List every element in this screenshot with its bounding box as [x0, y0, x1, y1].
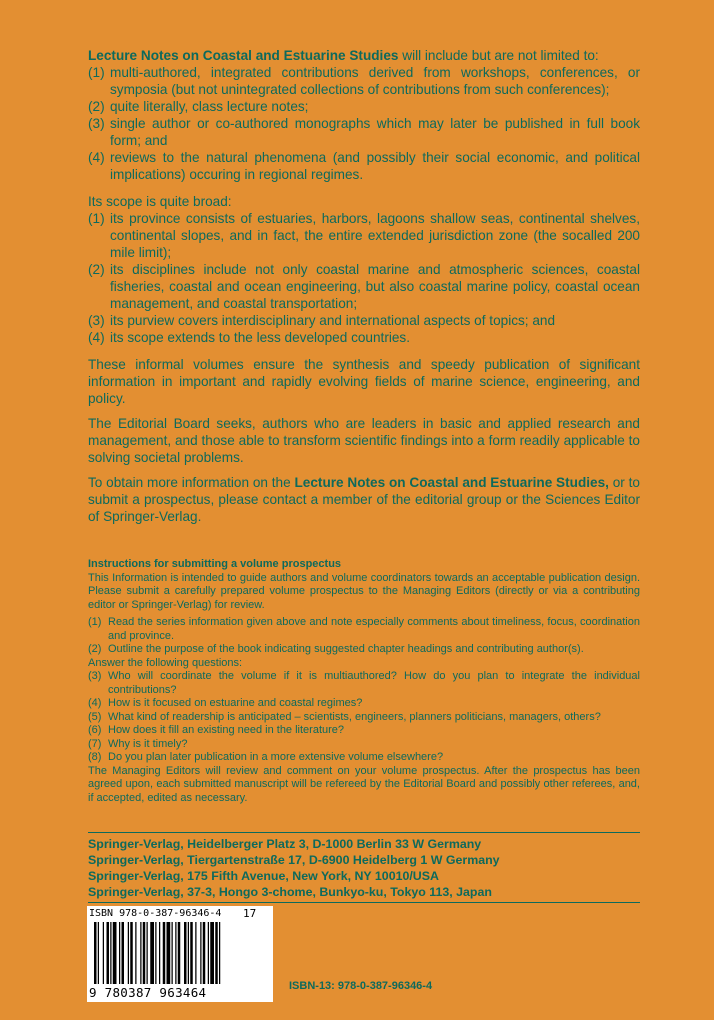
instructions-title: Instructions for submitting a volume prospectus	[88, 558, 342, 570]
list-item: (4) How is it focused on estuarine and coastal regimes?	[88, 697, 363, 709]
list-item: (2) its disciplines include not only coastal marine and atmospheric sciences, coastal fisheries, coastal and ocean engineering, but also coastal marine policy, coastal ocean management, and coastal transportation;	[88, 262, 640, 311]
barcode-bar	[175, 922, 176, 984]
barcode-bar	[208, 922, 209, 984]
scope-lead: Its scope is quite broad:	[88, 194, 232, 209]
barcode-bar	[159, 922, 160, 984]
prospectus-instructions	[88, 558, 640, 805]
list-item: (2) quite literally, class lecture notes;	[88, 99, 309, 114]
list-item: (2) Outline the purpose of the book indicating suggested chapter headings and contributing author(s).	[88, 643, 584, 655]
barcode-add-on: 17	[243, 907, 257, 920]
board-paragraph: The Editorial Board seeks, authors who are leaders in basic and applied research and management, and those able to transform scientific findings into a form readily applicable to solving societal problems.	[88, 416, 640, 465]
intro-paragraph	[88, 47, 640, 64]
address-line: Springer-Verlag, 175 Fifth Avenue, New York, NY 10010/USA	[88, 869, 439, 883]
list-item: (8) Do you plan later publication in a more extensive volume elsewhere?	[88, 751, 444, 763]
list-item: (3) Who will coordinate the volume if it is multiauthored? How do you plan to integrate the individual contributions?	[88, 670, 640, 696]
list-item: (1) Read the series information given above and note especially comments about timeliness, focus, coordination and province.	[88, 616, 640, 642]
contact-paragraph: To obtain more information on the Lecture Notes on Coastal and Estuarine Studies, or to submit a prospectus, please contact a member of the editorial group or the Sciences Editor of Springer-Verlag.	[88, 475, 640, 524]
barcode-bar	[200, 922, 201, 984]
list-item: (1) its province consists of estuaries, harbors, lagoons shallow seas, continental shelves, continental slopes, and in fact, the entire extended jurisdiction zone (the socalled 200 mile limit);	[88, 211, 640, 260]
list-item: (5) What kind of readership is anticipated – scientists, engineers, planners politicians, managers, others?	[88, 710, 601, 723]
address-line: Springer-Verlag, 37-3, Hongo 3-chome, Bunkyo-ku, Tokyo 113, Japan	[88, 885, 492, 899]
barcode-bar	[155, 922, 156, 984]
barcode-bar	[195, 922, 196, 984]
barcode-bar	[130, 922, 133, 984]
list-item: (4) reviews to the natural phenomena (and possibly their social economic, and political implications) occuring in regional regimes.	[88, 150, 640, 182]
barcode-bars	[92, 922, 268, 986]
series-name: Lecture Notes on Coastal and Estuarine Studies,	[294, 475, 609, 490]
list-item: (4) its scope extends to the less developed countries.	[88, 330, 410, 345]
contribution-list	[88, 64, 640, 183]
intro-lead: will include but are not limited to:	[398, 48, 599, 63]
barcode-bar	[190, 922, 193, 984]
barcode-bar	[210, 922, 214, 984]
list-item: (3) single author or co-authored monographs which may later be published in full book form; and	[88, 116, 640, 148]
list-item: (6) How does it fill an existing need in the literature?	[88, 724, 345, 736]
barcode-bar	[140, 922, 141, 984]
barcode-bar	[135, 922, 136, 984]
barcode-bar	[163, 922, 166, 984]
instructions-list	[88, 616, 640, 657]
barcode-bar	[184, 922, 187, 984]
barcode-bar	[143, 922, 146, 984]
scope-list	[88, 210, 640, 346]
list-item: (1) multi-authored, integrated contributions derived from workshops, conferences, or symposia (but not unintegrated collections of contributions from such conferences);	[88, 65, 640, 97]
address-line: Springer-Verlag, Tiergartenstraße 17, D-6900 Heidelberg 1 W Germany	[88, 853, 500, 867]
barcode-bar	[147, 922, 148, 984]
barcode-bar	[219, 922, 220, 984]
barcode-bar	[94, 922, 97, 984]
barcode-bar	[203, 922, 206, 984]
barcode-digits: 9 780387 963464	[89, 985, 207, 1000]
questions-list	[88, 670, 640, 765]
barcode-bar	[178, 922, 181, 984]
list-item: (3) its purview covers interdisciplinary and international aspects of topics; and	[88, 313, 556, 328]
barcode-bar	[172, 922, 173, 984]
divider	[88, 902, 640, 903]
instructions-intro: This Information is intended to guide authors and volume coordinators towards an acceptable publication design. Please submit a carefully prepared volume prospectus to the Managing Editors (directly or via a contributing editor or Springer-Verlag) for review.	[88, 571, 640, 611]
barcode-isbn-label: ISBN 978-0-387-96346-4	[89, 908, 222, 919]
barcode-bar	[110, 922, 111, 984]
address-line: Springer-Verlag, Heidelberger Platz 3, D-1000 Berlin 33 W Germany	[88, 837, 482, 851]
barcode-bar	[107, 922, 110, 984]
barcode-bar	[103, 922, 104, 984]
barcode-bar	[119, 922, 120, 984]
barcode-bar	[113, 922, 117, 984]
list-item: (7) Why is it timely?	[88, 737, 188, 750]
instructions-closing: The Managing Editors will review and comment on your volume prospectus. After the prospectus has been agreed upon, each submitted manuscript will be refereed by the Editorial Board and possibly other referees, and, if accepted, edited as necessary.	[88, 764, 640, 804]
barcode-bar	[98, 922, 99, 984]
divider	[88, 832, 640, 833]
barcode-bar	[188, 922, 189, 984]
barcode-bar	[122, 922, 125, 984]
barcode-bar	[128, 922, 129, 984]
answer-lead: Answer the following questions:	[88, 656, 243, 669]
series-name: Lecture Notes on Coastal and Estuarine Studies	[88, 48, 399, 63]
barcode-bar	[150, 922, 154, 984]
publisher-addresses	[88, 836, 640, 900]
isbn-13: ISBN-13: 978-0-387-96346-4	[289, 980, 433, 992]
volumes-paragraph: These informal volumes ensure the synthesis and speedy publication of significant information in important and rapidly evolving fields of marine science, engineering, and policy.	[88, 357, 640, 406]
barcode-bar	[215, 922, 218, 984]
series-description	[88, 47, 640, 533]
barcode-bar	[167, 922, 171, 984]
